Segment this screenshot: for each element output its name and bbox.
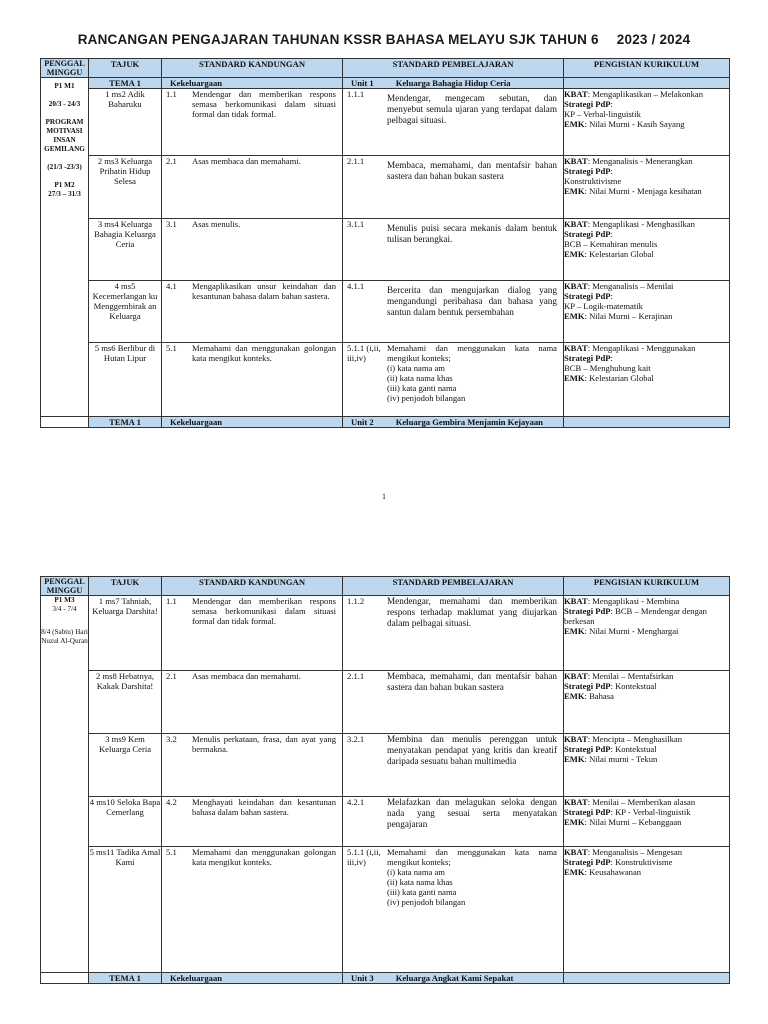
tajuk-cell: 1 ms7 Tahniah, Keluarga Darshita!: [89, 596, 162, 671]
strategi-label: Strategi PdP: [564, 353, 611, 363]
program-label: PROGRAM MOTIVASI INSAN GEMILANG: [44, 118, 85, 153]
minggu-cell: [41, 78, 89, 417]
kbat-value: Mengaplikasi - Menghasilkan: [592, 219, 695, 229]
sp-number: 3.2.1: [347, 734, 365, 744]
unit-name: Keluarga Gembira Menjamin Kejayaan: [395, 417, 543, 427]
strategi-value: Kontekstual: [615, 744, 657, 754]
emk-label: EMK: [564, 373, 585, 383]
theme-name: Kekeluargaan: [162, 417, 343, 428]
sp-text: Bercerita dan mengujarkan dialog yang mengandungi peribahasa dan bahasa yang santun dalam bentuk persembahan: [387, 285, 557, 317]
emk-value: Bahasa: [589, 691, 614, 701]
tajuk-cell: 4 ms10 Seloka Bapa Cemerlang: [89, 797, 162, 847]
unit-label: Unit 1: [351, 78, 374, 88]
page2-table: [40, 576, 730, 984]
lesson-row: [41, 343, 730, 417]
theme-bar: [41, 78, 730, 89]
lesson-row: [41, 281, 730, 343]
kbat-label: KBAT: [564, 156, 588, 166]
unit-cell: [343, 78, 564, 89]
theme-name: Kekeluargaan: [162, 973, 343, 984]
strategi-value: BCB – Kemahiran menulis: [564, 239, 658, 249]
kbat-value: Menilai – Memberikan alasan: [592, 797, 696, 807]
sk-text: Mendengar dan memberikan respons semasa berkomunikasi dalam situasi formal dan tidak formal.: [192, 89, 336, 119]
header-standard-pembelajaran: STANDARD PEMBELAJARAN: [343, 577, 564, 596]
pk-cell: KBAT: Menilai – Mentafsirkan Strategi PdP: Kontekstual EMK: Bahasa: [564, 671, 730, 734]
emk-label: EMK: [564, 691, 585, 701]
sk-cell: [162, 734, 343, 797]
title-year: 2023 / 2024: [616, 32, 691, 47]
sp-list-item: (i) kata nama am: [387, 363, 445, 373]
sk-text: Asas menulis.: [192, 219, 241, 229]
emk-label: EMK: [564, 626, 585, 636]
minggu-date: 27/3 – 31/3: [48, 190, 81, 198]
theme-bar: [41, 417, 730, 428]
sp-cell: [343, 156, 564, 219]
theme-name: Kekeluargaan: [162, 78, 343, 89]
sk-cell: [162, 596, 343, 671]
sp-list-item: (iv) penjodoh bilangan: [387, 393, 466, 403]
theme-label: TEMA 1: [89, 417, 162, 428]
sk-cell: [162, 671, 343, 734]
sk-cell: [162, 89, 343, 156]
sp-text: Membaca, memahami, dan mentafsir bahan sastera dan bahan bukan sastera: [387, 160, 557, 181]
sp-text: Memahami dan menggunakan kata nama mengikut konteks;: [387, 343, 557, 363]
emk-value: Nilai Murni - Kasih Sayang: [589, 119, 685, 129]
pk-cell: KBAT: Menilai – Memberikan alasan Strategi PdP: KP - Verbal-linguistik EMK: Nilai Murni – Kebanggaan: [564, 797, 730, 847]
emk-label: EMK: [564, 186, 585, 196]
minggu-label: P1 M2: [54, 181, 75, 189]
lesson-row: [41, 219, 730, 281]
sp-cell: [343, 671, 564, 734]
strategi-label: Strategi PdP: [564, 857, 611, 867]
emk-value: Nilai Murni - Menghargai: [589, 626, 679, 636]
lesson-row: [41, 671, 730, 734]
header-tajuk: TAJUK: [89, 59, 162, 78]
sp-cell: [343, 343, 564, 417]
strategi-label: Strategi PdP: [564, 229, 611, 239]
pk-cell: KBAT: Menganalisis – Mengesan Strategi PdP: Konstruktivisme EMK: Keusahawanan: [564, 847, 730, 973]
sp-text: Mendengar, mengecam sebutan, dan menyebut semula ujaran yang terdapat dalam pelbagai situasi.: [387, 93, 557, 125]
emk-label: EMK: [564, 311, 585, 321]
lesson-row: [41, 797, 730, 847]
header-pengisian-kurikulum: PENGISIAN KURIKULUM: [564, 59, 730, 78]
kbat-label: KBAT: [564, 281, 588, 291]
sp-cell: [343, 596, 564, 671]
strategi-value: BCB – Menghubung kait: [564, 363, 651, 373]
tajuk-cell: 2 ms8 Hebatnya, Kakak Darshita!: [89, 671, 162, 734]
kbat-label: KBAT: [564, 89, 588, 99]
sp-number: 4.1.1: [347, 281, 365, 291]
sk-number: 3.1: [166, 219, 177, 229]
lesson-row: [41, 847, 730, 973]
kbat-value: Menganalisis – Menilai: [592, 281, 674, 291]
emk-value: Kelestarian Global: [589, 373, 654, 383]
minggu-cell: [41, 596, 89, 973]
sk-cell: [162, 343, 343, 417]
pk-cell: KBAT: Mencipta – Menghasilkan Strategi PdP: Kontekstual EMK: Nilai murni - Tekun: [564, 734, 730, 797]
theme-label: TEMA 1: [89, 78, 162, 89]
sk-text: Asas membaca dan memahami.: [192, 671, 301, 681]
sk-number: 4.1: [166, 281, 177, 291]
tajuk-cell: 1 ms2 Adik Baharuku: [89, 89, 162, 156]
emk-value: Nilai Murni – Kebanggaan: [589, 817, 682, 827]
sk-number: 5.1: [166, 343, 177, 353]
kbat-label: KBAT: [564, 343, 588, 353]
tajuk-cell: 5 ms6 Berlibur di Hutan Lipur: [89, 343, 162, 417]
sp-number: 4.2.1: [347, 797, 365, 807]
kbat-value: Menganalisis – Mengesan: [592, 847, 683, 857]
sk-number: 2.1: [166, 671, 177, 681]
header-pengisian-kurikulum: PENGISIAN KURIKULUM: [564, 577, 730, 596]
pk-cell: KBAT: Mengaplikasi - Menghasilkan Strategi PdP: BCB – Kemahiran menulis EMK: Kelestarian Global: [564, 219, 730, 281]
sk-number: 1.1: [166, 596, 177, 606]
page1-table: [40, 58, 730, 428]
unit-label: Unit 2: [351, 417, 374, 427]
pk-cell: KBAT: Mengaplikasi - Membina Strategi PdP: BCB – Mendengar dengan berkesan EMK: Nilai Murni - Menghargai: [564, 596, 730, 671]
sp-number: 3.1.1: [347, 219, 365, 229]
minggu-cell: [41, 417, 89, 428]
kbat-label: KBAT: [564, 797, 588, 807]
sp-text: Membina dan menulis perenggan untuk menyatakan pendapat yang kritis dan kreatif daripada sesuatu bahan multimedia: [387, 734, 557, 766]
sk-cell: [162, 797, 343, 847]
sp-list-item: (iv) penjodoh bilangan: [387, 897, 466, 907]
tajuk-cell: 2 ms3 Keluarga Prihatin Hidup Selesa: [89, 156, 162, 219]
strategi-label: Strategi PdP: [564, 166, 611, 176]
theme-bar: [41, 973, 730, 984]
kbat-label: KBAT: [564, 596, 588, 606]
emk-label: EMK: [564, 754, 585, 764]
emk-value: Nilai murni - Tekun: [589, 754, 658, 764]
sk-text: Memahami dan menggunakan golongan kata mengikut konteks.: [192, 343, 336, 363]
strategi-label: Strategi PdP: [564, 681, 611, 691]
strategi-value: Konstruktivisme: [615, 857, 673, 867]
sk-number: 5.1: [166, 847, 177, 857]
strategi-label: Strategi PdP: [564, 606, 611, 616]
sp-list-item: (iii) kata ganti nama: [387, 383, 457, 393]
sk-text: Mendengar dan memberikan respons semasa berkomunikasi dalam situasi formal dan tidak formal.: [192, 596, 336, 626]
pk-cell: KBAT: Mengaplikasi - Menggunakan Strategi PdP: BCB – Menghubung kait EMK: Kelestarian Global: [564, 343, 730, 417]
unit-cell: [343, 973, 564, 984]
sk-text: Mengaplikasikan unsur keindahan dan kesantunan bahasa dalam bahan sastera.: [192, 281, 336, 301]
sp-list-item: (i) kata nama am: [387, 867, 445, 877]
sk-text: Menghayati keindahan dan kesantunan bahasa dalam bahan sastera.: [192, 797, 336, 817]
header-standard-pembelajaran: STANDARD PEMBELAJARAN: [343, 59, 564, 78]
sp-cell: [343, 797, 564, 847]
sk-text: Menulis perkataan, frasa, dan ayat yang bermakna.: [192, 734, 336, 754]
sk-number: 1.1: [166, 89, 177, 99]
tajuk-cell: 3 ms9 Kem Keluarga Ceria: [89, 734, 162, 797]
theme-bar-empty: [564, 78, 730, 89]
kbat-label: KBAT: [564, 734, 588, 744]
tajuk-cell: 5 ms11 Tadika Amal Kami: [89, 847, 162, 973]
tajuk-cell: 4 ms5 Kecemerlangan ku Menggembirak an Keluarga: [89, 281, 162, 343]
sk-cell: [162, 219, 343, 281]
sk-number: 2.1: [166, 156, 177, 166]
theme-bar-empty: [564, 417, 730, 428]
emk-label: EMK: [564, 249, 585, 259]
lesson-row: [41, 734, 730, 797]
lesson-row: [41, 156, 730, 219]
kbat-value: Menganalisis - Menerangkan: [592, 156, 693, 166]
sk-number: 3.2: [166, 734, 177, 744]
emk-value: Nilai Murni – Kerajinan: [589, 311, 673, 321]
unit-name: Keluarga Angkat Kami Sepakat: [395, 973, 514, 983]
kbat-value: Menilai – Mentafsirkan: [592, 671, 674, 681]
unit-label: Unit 3: [351, 973, 374, 983]
sp-text-block: [387, 847, 563, 907]
theme-bar-empty: [564, 973, 730, 984]
strategi-value: Kontekstual: [615, 681, 657, 691]
sk-number: 4.2: [166, 797, 177, 807]
sp-number: 2.1.1: [347, 156, 365, 166]
pk-cell: KBAT: Menganalisis – Menilai Strategi PdP: KP – Logik-matematik EMK: Nilai Murni – Kerajinan: [564, 281, 730, 343]
sp-number: 1.1.1: [347, 89, 365, 99]
strategi-label: Strategi PdP: [564, 807, 611, 817]
header-standard-kandungan: STANDARD KANDUNGAN: [162, 577, 343, 596]
minggu-label: P1 M3: [54, 596, 75, 604]
pk-cell: KBAT: Mengaplikasikan – Melakonkan Strategi PdP: KP – Verbal-linguistik EMK: Nilai Murni - Kasih Sayang: [564, 89, 730, 156]
tajuk-cell: 3 ms4 Keluarga Bahagia Keluarga Ceria: [89, 219, 162, 281]
sp-text: Melafazkan dan melagukan seloka dengan nada yang sesuai serta menyatakan pengajaran: [387, 797, 557, 829]
sp-cell: [343, 734, 564, 797]
strategi-value: BCB – Mendengar dengan berkesan: [564, 606, 707, 626]
unit-name: Keluarga Bahagia Hidup Ceria: [395, 78, 511, 88]
strategi-value: Konstruktivisme: [564, 176, 622, 186]
program-date: (21/3 -23/3): [47, 163, 82, 171]
kbat-value: Mengaplikasikan – Melakonkan: [592, 89, 704, 99]
strategi-value: KP – Logik-matematik: [564, 301, 643, 311]
sp-list-item: (iii) kata ganti nama: [387, 887, 457, 897]
holiday-note: 8/4 (Sabtu) Hari Nuzul Al-Quran: [41, 628, 88, 645]
sp-text-block: [387, 343, 563, 403]
minggu-cell: [41, 973, 89, 984]
header-minggu: PENGGAL MINGGU: [41, 59, 89, 78]
kbat-value: Mengaplikasi - Membina: [592, 596, 680, 606]
pk-cell: KBAT: Menganalisis - Menerangkan Strategi PdP: Konstruktivisme EMK: Nilai Murni - Menjaga kesihatan: [564, 156, 730, 219]
sk-text: Memahami dan menggunakan golongan kata mengikut konteks.: [192, 847, 336, 867]
sp-text: Menulis puisi secara mekanis dalam bentuk tulisan berangkai.: [387, 223, 557, 244]
kbat-value: Mencipta – Menghasilkan: [592, 734, 683, 744]
strategi-value: KP – Verbal-linguistik: [564, 109, 641, 119]
kbat-label: KBAT: [564, 219, 588, 229]
sp-number: 1.1.2: [347, 596, 365, 606]
sk-cell: [162, 156, 343, 219]
header-minggu: PENGGAL MINGGU: [41, 577, 89, 596]
sp-cell: [343, 89, 564, 156]
kbat-value: Mengaplikasi - Menggunakan: [592, 343, 696, 353]
minggu-label: P1 M1: [54, 82, 75, 90]
kbat-label: KBAT: [564, 847, 588, 857]
unit-cell: [343, 417, 564, 428]
sk-cell: [162, 847, 343, 973]
sp-number: 2.1.1: [347, 671, 365, 681]
sp-number: 5.1.1 (i,ii, iii,iv): [347, 343, 381, 363]
strategi-label: Strategi PdP: [564, 291, 611, 301]
strategi-value: KP - Verbal-linguistik: [615, 807, 691, 817]
lesson-row: [41, 596, 730, 671]
sp-cell: [343, 847, 564, 973]
sk-text: Asas membaca dan memahami.: [192, 156, 301, 166]
emk-value: Kelestarian Global: [589, 249, 654, 259]
title-text: RANCANGAN PENGAJARAN TAHUNAN KSSR BAHASA MELAYU SJK TAHUN 6: [77, 32, 599, 47]
strategi-label: Strategi PdP: [564, 99, 611, 109]
strategi-label: Strategi PdP: [564, 744, 611, 754]
sp-text: Membaca, memahami, dan mentafsir bahan sastera dan bahan bukan sastera: [387, 671, 557, 692]
minggu-date: 20/3 - 24/3: [48, 100, 81, 108]
document-title: [0, 32, 768, 47]
header-tajuk: TAJUK: [89, 577, 162, 596]
sp-text: Memahami dan menggunakan kata nama mengikut konteks;: [387, 847, 557, 867]
header-standard-kandungan: STANDARD KANDUNGAN: [162, 59, 343, 78]
emk-value: Keusahawanan: [589, 867, 642, 877]
minggu-date: 3/4 - 7/4: [52, 605, 77, 613]
sp-cell: [343, 219, 564, 281]
emk-label: EMK: [564, 119, 585, 129]
lesson-row: [41, 89, 730, 156]
emk-value: Nilai Murni - Menjaga kesihatan: [589, 186, 702, 196]
emk-label: EMK: [564, 817, 585, 827]
theme-label: TEMA 1: [89, 973, 162, 984]
emk-label: EMK: [564, 867, 585, 877]
sp-cell: [343, 281, 564, 343]
kbat-label: KBAT: [564, 671, 588, 681]
page-number: 1: [382, 492, 386, 501]
sp-number: 5.1.1 (i,ii, iii,iv): [347, 847, 381, 867]
sp-text: Mendengar, memahami dan memberikan respons terhadap maklumat yang diujarkan dalam pelbagai situasi.: [387, 596, 557, 628]
sp-list-item: (ii) kata nama khas: [387, 373, 453, 383]
header-row: [41, 59, 730, 78]
sk-cell: [162, 281, 343, 343]
sp-list-item: (ii) kata nama khas: [387, 877, 453, 887]
header-row: [41, 577, 730, 596]
